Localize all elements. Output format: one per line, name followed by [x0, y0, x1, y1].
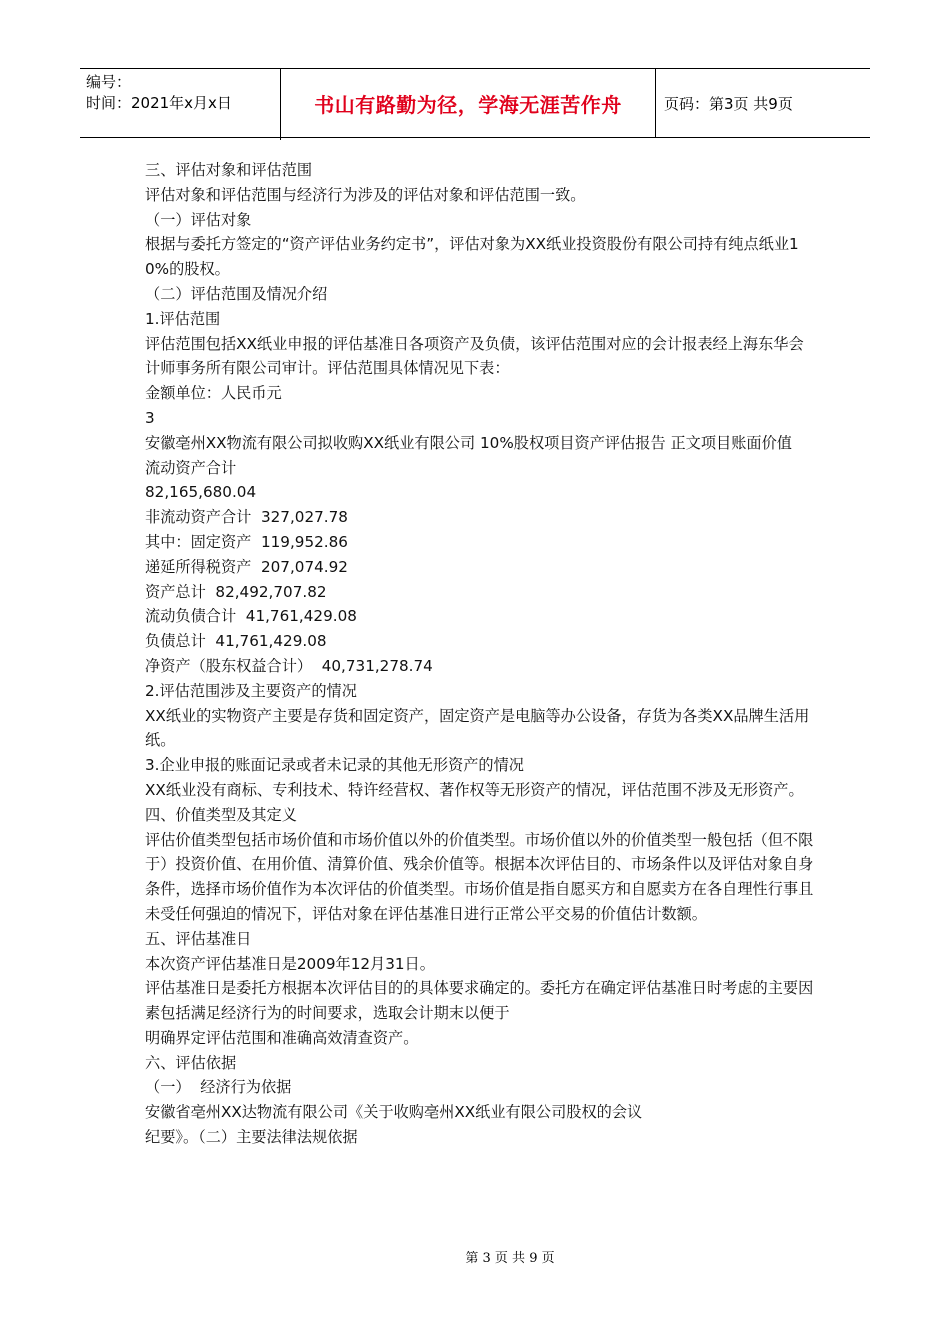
document-body: [145, 158, 817, 1150]
table-line: 递延所得税资产 207,074.92: [145, 557, 348, 576]
paragraph: 根据与委托方签定的“资产评估业务约定书”，评估对象为XX纸业投资股份有限公司持有纯点纸业10%的股权。: [145, 235, 799, 279]
table-line: 非流动资产合计 327,027.78: [145, 508, 348, 527]
section-heading: 六、评估依据: [145, 1053, 237, 1072]
subsection-heading: （二）评估范围及情况介绍: [145, 284, 328, 303]
item-heading: 3.企业申报的账面记录或者未记录的其他无形资产的情况: [145, 756, 524, 775]
document-time-label: 时间：2021年x月x日: [86, 94, 232, 112]
header-page-number: 页码：第3页 共9页: [664, 94, 793, 113]
paragraph: 评估基准日是委托方根据本次评估目的的具体要求确定的。委托方在确定评估基准日时考虑的主要因素包括满足经济行为的时间要求，选取会计期末以便于: [145, 979, 814, 1023]
section-heading: 四、价值类型及其定义: [145, 805, 297, 824]
paragraph: 纪要》。（二）主要法律法规依据: [145, 1128, 358, 1147]
paragraph: 明确界定评估范围和准确高效清查资产。: [145, 1028, 419, 1047]
paragraph: 评估价值类型包括市场价值和市场价值以外的价值类型。市场价值以外的价值类型一般包括（但不限于）投资价值、在用价值、清算价值、残余价值等。根据本次评估目的、市场条件以及评估对象自身条件，选择市场价值作为本次评估的价值类型。市场价值是指自愿买方和自愿卖方在各自理性行事且未受任何强迫的情况下，评估对象在评估基准日进行正常公平交易的价值估计数额。: [145, 830, 814, 923]
paragraph: 3: [145, 408, 155, 427]
table-line: 流动负债合计 41,761,429.08: [145, 607, 357, 626]
section-heading: 五、评估基准日: [145, 929, 252, 948]
table-line: 负债总计 41,761,429.08: [145, 632, 327, 651]
table-line: 82,165,680.04: [145, 483, 257, 502]
document-number-label: 编号：: [86, 73, 132, 91]
paragraph: XX纸业的实物资产主要是存货和固定资产，固定资产是电脑等办公设备，存货为各类XX品牌生活用纸。: [145, 706, 810, 750]
item-heading: 1.评估范围: [145, 309, 221, 328]
item-heading: 2.评估范围涉及主要资产的情况: [145, 681, 357, 700]
paragraph: XX纸业没有商标、专利技术、特许经营权、著作权等无形资产的情况，评估范围不涉及无形资产。: [145, 780, 804, 799]
section-heading: 三、评估对象和评估范围: [145, 161, 313, 179]
amount-unit-line: 金额单位：人民币元: [145, 384, 282, 403]
table-line: 净资产（股东权益合计） 40,731,278.74: [145, 656, 433, 675]
paragraph: 评估范围包括XX纸业申报的评估基准日各项资产及负债，该评估范围对应的会计报表经上海东华会计师事务所有限公司审计。评估范围具体情况见下表：: [145, 334, 804, 378]
table-line: 其中：固定资产 119,952.86: [145, 532, 348, 551]
paragraph: 评估对象和评估范围与经济行为涉及的评估对象和评估范围一致。: [145, 185, 586, 204]
paragraph: 本次资产评估基准日是2009年12月31日。: [145, 954, 435, 973]
table-line: 资产总计 82,492,707.82: [145, 582, 327, 601]
subsection-heading: （一） 经济行为依据: [145, 1078, 292, 1097]
header-motto: 书山有路勤为径，学海无涯苦作舟: [281, 69, 656, 137]
page-footer: 第 3 页 共 9 页: [465, 1251, 555, 1266]
paragraph: 安徽亳州XX物流有限公司拟收购XX纸业有限公司 10%股权项目资产评估报告 正文项目账面价值: [145, 433, 792, 452]
table-line: 流动资产合计: [145, 458, 237, 477]
paragraph: 安徽省亳州XX达物流有限公司《关于收购亳州XX纸业有限公司股权的会议: [145, 1103, 643, 1122]
page-header: [80, 68, 870, 138]
subsection-heading: （一）评估对象: [145, 210, 252, 229]
header-meta: [80, 69, 281, 140]
